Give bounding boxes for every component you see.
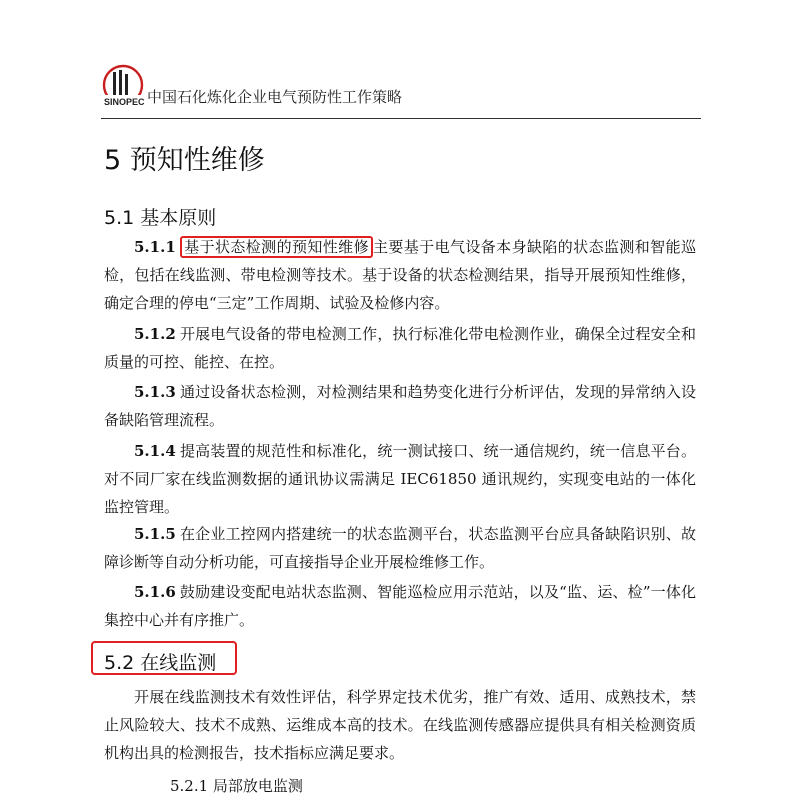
clause-5-1-5 — [104, 520, 696, 576]
clause-text: 通过设备状态检测，对检测结果和趋势变化进行分析评估，发现的异常纳入设备缺陷管理流程。 — [104, 383, 696, 429]
section-title-5-2: 5.2 在线监测 — [104, 652, 217, 674]
clause-number: 5.1.5 — [134, 525, 176, 543]
clause-number: 5.1.1 — [134, 238, 176, 256]
chapter-title: 5 预知性维修 — [104, 145, 265, 176]
clause-5-1-3 — [104, 378, 696, 434]
clause-5-1-4 — [104, 437, 696, 521]
clause-number: 5.1.3 — [134, 383, 176, 401]
clause-text: 提高装置的规范性和标准化，统一测试接口、统一通信规约，统一信息平台。对不同厂家在线监测数据的通讯协议需满足 IEC61850 通讯规约，实现变电站的一体化监控管理。 — [104, 442, 696, 516]
page-header — [101, 60, 701, 122]
header-title: 中国石化炼化企业电气预防性工作策略 — [147, 88, 403, 106]
clause-text: 主要基于电气设备本身缺陷的状态监测和智能巡检，包括在线监测、带电检测等技术。基于设备的状态检测结果，指导开展预知性维修，确定合理的停电“三定”工作周期、试验及检修内容。 — [104, 238, 696, 312]
cut-off-line: 5.2.1 局部放电监测 — [170, 777, 303, 795]
svg-text:SINOPEC: SINOPEC — [104, 97, 145, 107]
sinopec-logo-icon — [101, 64, 145, 108]
clause-text: 在企业工控网内搭建统一的状态监测平台，状态监测平台应具备缺陷识别、故障诊断等自动分析功能，可直接指导企业开展检维修工作。 — [104, 525, 696, 571]
clause-number: 5.1.2 — [134, 325, 176, 343]
clause-5-1-2 — [104, 320, 696, 376]
clause-5-1-6 — [104, 578, 696, 634]
clause-number: 5.1.4 — [134, 442, 176, 460]
clause-5-1-1 — [104, 233, 696, 317]
clause-number: 5.1.6 — [134, 583, 176, 601]
section-5-2-body: 开展在线监测技术有效性评估，科学界定技术优劣，推广有效、适用、成熟技术，禁止风险较大、技术不成熟、运维成本高的技术。在线监测传感器应提供具有相关检测资质机构出具的检测报告，技术指标应满足要求。 — [104, 688, 696, 762]
clause-text: 开展电气设备的带电检测工作，执行标准化带电检测作业，确保全过程安全和质量的可控、能控、在控。 — [104, 325, 696, 371]
highlighted-phrase: 基于状态检测的预知性维修 — [180, 236, 373, 258]
clause-text: 鼓励建设变配电站状态监测、智能巡检应用示范站，以及“监、运、检”一体化集控中心并有序推广。 — [104, 583, 696, 629]
header-divider — [101, 118, 701, 119]
section-title-5-1: 5.1 基本原则 — [104, 207, 217, 229]
